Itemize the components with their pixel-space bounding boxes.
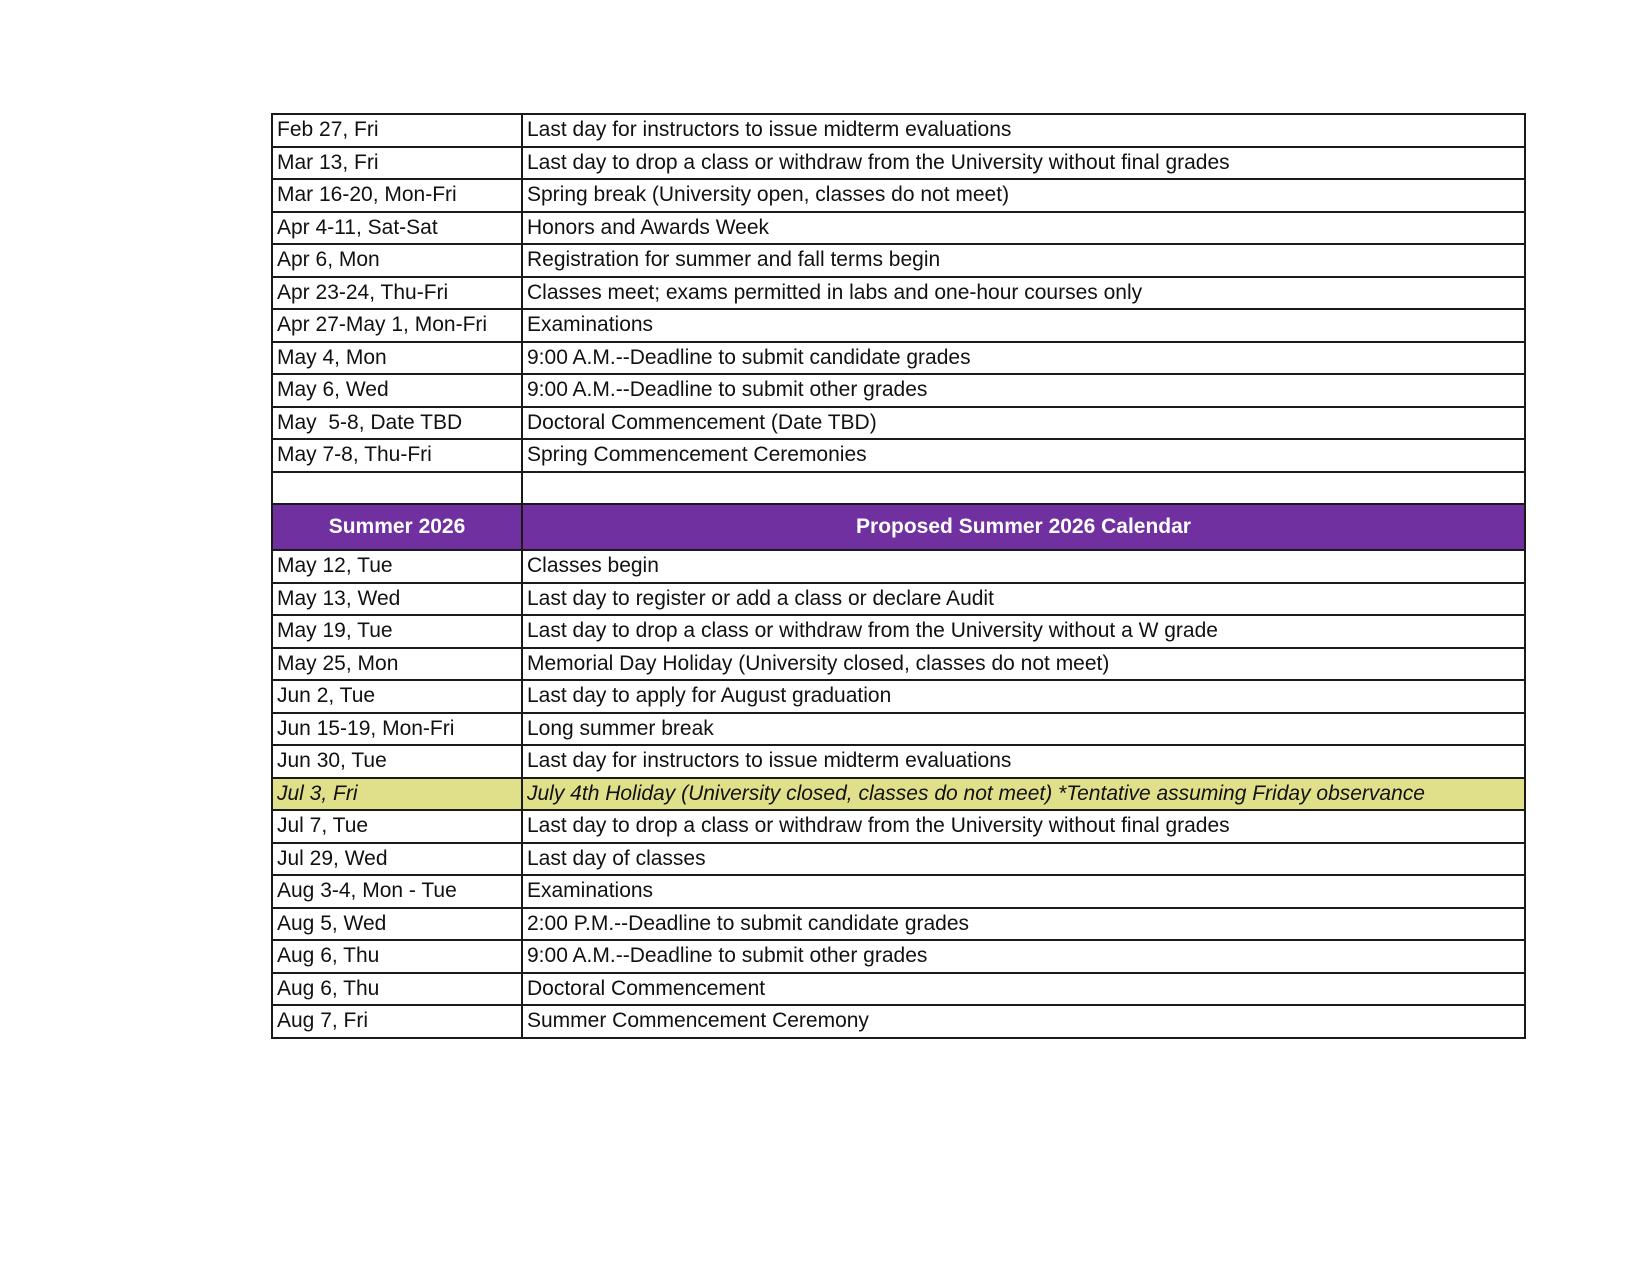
- event-cell: Registration for summer and fall terms begin: [522, 244, 1525, 277]
- event-cell: July 4th Holiday (University closed, classes do not meet) *Tentative assuming Friday observance: [522, 778, 1525, 811]
- event-cell: Last day to apply for August graduation: [522, 680, 1525, 713]
- event-cell: Summer Commencement Ceremony: [522, 1005, 1525, 1038]
- table-row: [272, 244, 1525, 277]
- table-row: [272, 277, 1525, 310]
- event-cell: Last day to drop a class or withdraw from the University without final grades: [522, 147, 1525, 180]
- date-cell: Mar 16-20, Mon-Fri: [272, 179, 522, 212]
- event-cell: Memorial Day Holiday (University closed, classes do not meet): [522, 648, 1525, 681]
- academic-calendar-table: [271, 113, 1526, 1039]
- event-cell: 9:00 A.M.--Deadline to submit other grades: [522, 940, 1525, 973]
- date-cell: Aug 3-4, Mon - Tue: [272, 875, 522, 908]
- event-cell: Honors and Awards Week: [522, 212, 1525, 245]
- highlighted-table-row: [272, 778, 1525, 811]
- date-cell: Jun 15-19, Mon-Fri: [272, 713, 522, 746]
- table-row: [272, 407, 1525, 440]
- empty-row: [272, 472, 1525, 505]
- date-cell: May 25, Mon: [272, 648, 522, 681]
- date-cell: Apr 27-May 1, Mon-Fri: [272, 309, 522, 342]
- table-row: [272, 843, 1525, 876]
- event-cell: Classes meet; exams permitted in labs and one-hour courses only: [522, 277, 1525, 310]
- date-cell: Jul 7, Tue: [272, 810, 522, 843]
- date-cell: Aug 5, Wed: [272, 908, 522, 941]
- event-cell: 9:00 A.M.--Deadline to submit other grades: [522, 374, 1525, 407]
- table-row: [272, 550, 1525, 583]
- date-cell: Feb 27, Fri: [272, 114, 522, 147]
- table-row: [272, 648, 1525, 681]
- event-cell: Classes begin: [522, 550, 1525, 583]
- table-row: [272, 1005, 1525, 1038]
- table-row: [272, 309, 1525, 342]
- table-row: [272, 147, 1525, 180]
- event-cell: Last day to register or add a class or declare Audit: [522, 583, 1525, 616]
- date-cell: Apr 6, Mon: [272, 244, 522, 277]
- date-cell: Jul 3, Fri: [272, 778, 522, 811]
- date-cell: Jun 2, Tue: [272, 680, 522, 713]
- term-header: Summer 2026: [272, 504, 522, 550]
- event-cell: Last day for instructors to issue midterm evaluations: [522, 745, 1525, 778]
- date-cell: May 4, Mon: [272, 342, 522, 375]
- event-cell: Long summer break: [522, 713, 1525, 746]
- date-cell: Apr 4-11, Sat-Sat: [272, 212, 522, 245]
- event-cell: Last day to drop a class or withdraw from the University without final grades: [522, 810, 1525, 843]
- calendar-title-header: Proposed Summer 2026 Calendar: [522, 504, 1525, 550]
- event-cell: Spring Commencement Ceremonies: [522, 439, 1525, 472]
- table-row: [272, 680, 1525, 713]
- event-cell: Doctoral Commencement (Date TBD): [522, 407, 1525, 440]
- date-cell: Aug 6, Thu: [272, 973, 522, 1006]
- event-cell: 2:00 P.M.--Deadline to submit candidate grades: [522, 908, 1525, 941]
- event-cell: Spring break (University open, classes do not meet): [522, 179, 1525, 212]
- summer-header-row: [272, 504, 1525, 550]
- date-cell: Aug 6, Thu: [272, 940, 522, 973]
- table-row: [272, 875, 1525, 908]
- date-cell: Jun 30, Tue: [272, 745, 522, 778]
- table-row: [272, 973, 1525, 1006]
- date-cell: Aug 7, Fri: [272, 1005, 522, 1038]
- table-row: [272, 713, 1525, 746]
- event-cell: Last day to drop a class or withdraw from the University without a W grade: [522, 615, 1525, 648]
- date-cell: May 13, Wed: [272, 583, 522, 616]
- table-row: [272, 374, 1525, 407]
- event-cell: Doctoral Commencement: [522, 973, 1525, 1006]
- date-cell: May 6, Wed: [272, 374, 522, 407]
- table-row: [272, 179, 1525, 212]
- event-cell: Examinations: [522, 875, 1525, 908]
- table-row: [272, 583, 1525, 616]
- date-cell: Jul 29, Wed: [272, 843, 522, 876]
- table-row: [272, 908, 1525, 941]
- date-cell: Mar 13, Fri: [272, 147, 522, 180]
- event-cell: Last day for instructors to issue midterm evaluations: [522, 114, 1525, 147]
- date-cell: May 5-8, Date TBD: [272, 407, 522, 440]
- empty-cell: [272, 472, 522, 505]
- date-cell: May 12, Tue: [272, 550, 522, 583]
- date-cell: Apr 23-24, Thu-Fri: [272, 277, 522, 310]
- event-cell: Last day of classes: [522, 843, 1525, 876]
- table-row: [272, 940, 1525, 973]
- date-cell: May 19, Tue: [272, 615, 522, 648]
- table-row: [272, 212, 1525, 245]
- event-cell: 9:00 A.M.--Deadline to submit candidate grades: [522, 342, 1525, 375]
- table-row: [272, 342, 1525, 375]
- date-cell: May 7-8, Thu-Fri: [272, 439, 522, 472]
- empty-cell: [522, 472, 1525, 505]
- table-row: [272, 439, 1525, 472]
- table-row: [272, 114, 1525, 147]
- event-cell: Examinations: [522, 309, 1525, 342]
- table-row: [272, 745, 1525, 778]
- table-row: [272, 810, 1525, 843]
- table-row: [272, 615, 1525, 648]
